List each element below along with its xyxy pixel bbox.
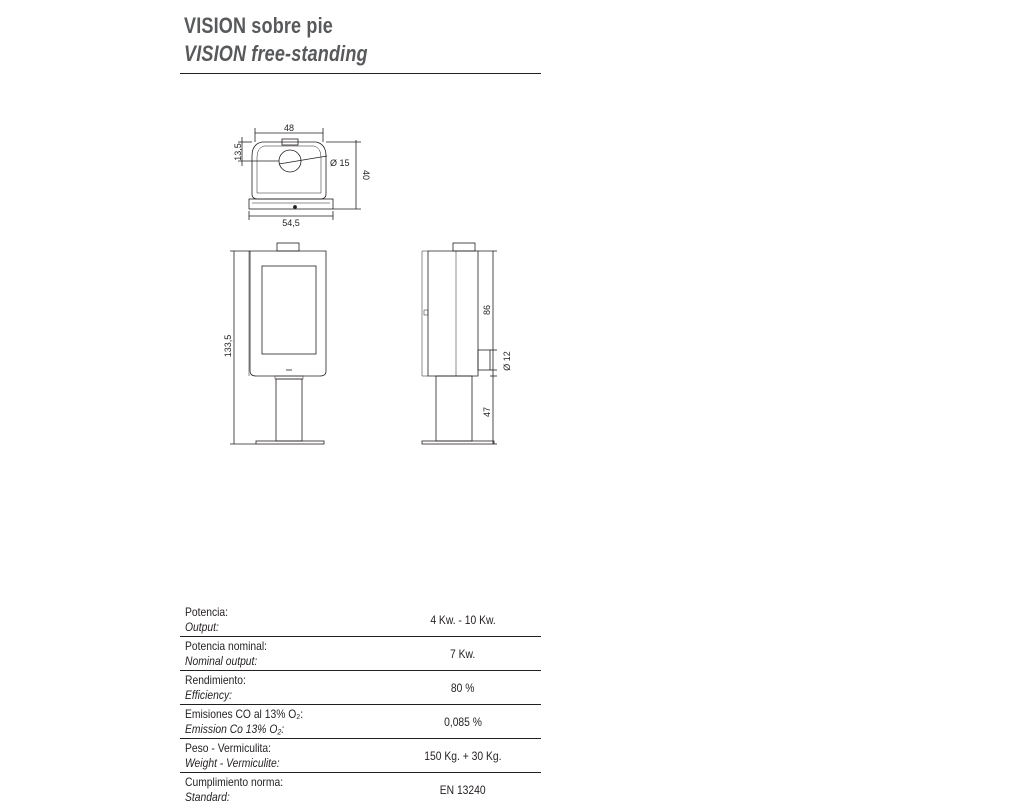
front-view (230, 243, 326, 444)
spec-label-es: Potencia nominal: (185, 639, 353, 654)
dim-depth-label: 40 (361, 170, 371, 180)
spec-row (180, 773, 541, 806)
spec-row (180, 739, 541, 773)
spec-label-es: Cumplimiento norma: (185, 775, 353, 790)
dim-base-width-label: 54,5 (282, 218, 300, 228)
spec-label-en: Standard: (185, 790, 353, 805)
spec-row (180, 637, 541, 671)
spec-label-en: Weight - Vermiculite: (185, 756, 353, 771)
spec-row (180, 603, 541, 637)
title-spanish: VISION sobre pie (184, 13, 333, 38)
top-view (238, 128, 361, 220)
spec-label-es: Potencia: (185, 605, 353, 620)
dim-body-height-label: 86 (482, 305, 492, 315)
spec-label-en: Emission Co 13% O₂: (185, 722, 353, 737)
spec-label-es: Rendimiento: (185, 673, 353, 688)
spec-value: EN 13240 (440, 783, 486, 797)
spec-label-en: Nominal output: (185, 654, 353, 669)
spec-value: 4 Kw. - 10 Kw. (430, 613, 495, 627)
spec-value: 80 % (451, 681, 475, 695)
spec-value: 7 Kw. (451, 647, 476, 661)
spec-label-es: Peso - Vermiculita: (185, 741, 353, 756)
dim-flue-diameter-label: Ø 15 (330, 158, 350, 168)
spec-label-es: Emisiones CO al 13% O₂: (185, 707, 353, 722)
spec-label-en: Output: (185, 620, 353, 635)
specifications-table (180, 603, 541, 806)
dim-air-inlet-label: Ø 12 (502, 351, 512, 371)
spec-value: 150 Kg. + 30 Kg. (425, 749, 502, 763)
dim-width-label: 48 (284, 123, 294, 133)
spec-row (180, 671, 541, 705)
dim-flue-offset-label: 13,5 (233, 143, 243, 161)
dim-pedestal-height-label: 47 (482, 407, 492, 417)
spec-row (180, 705, 541, 739)
spec-value: 0,085 % (444, 715, 482, 729)
dim-total-height-label: 133,5 (223, 335, 233, 358)
title-english: VISION free-standing (184, 40, 368, 68)
spec-label-en: Efficiency: (185, 688, 353, 703)
